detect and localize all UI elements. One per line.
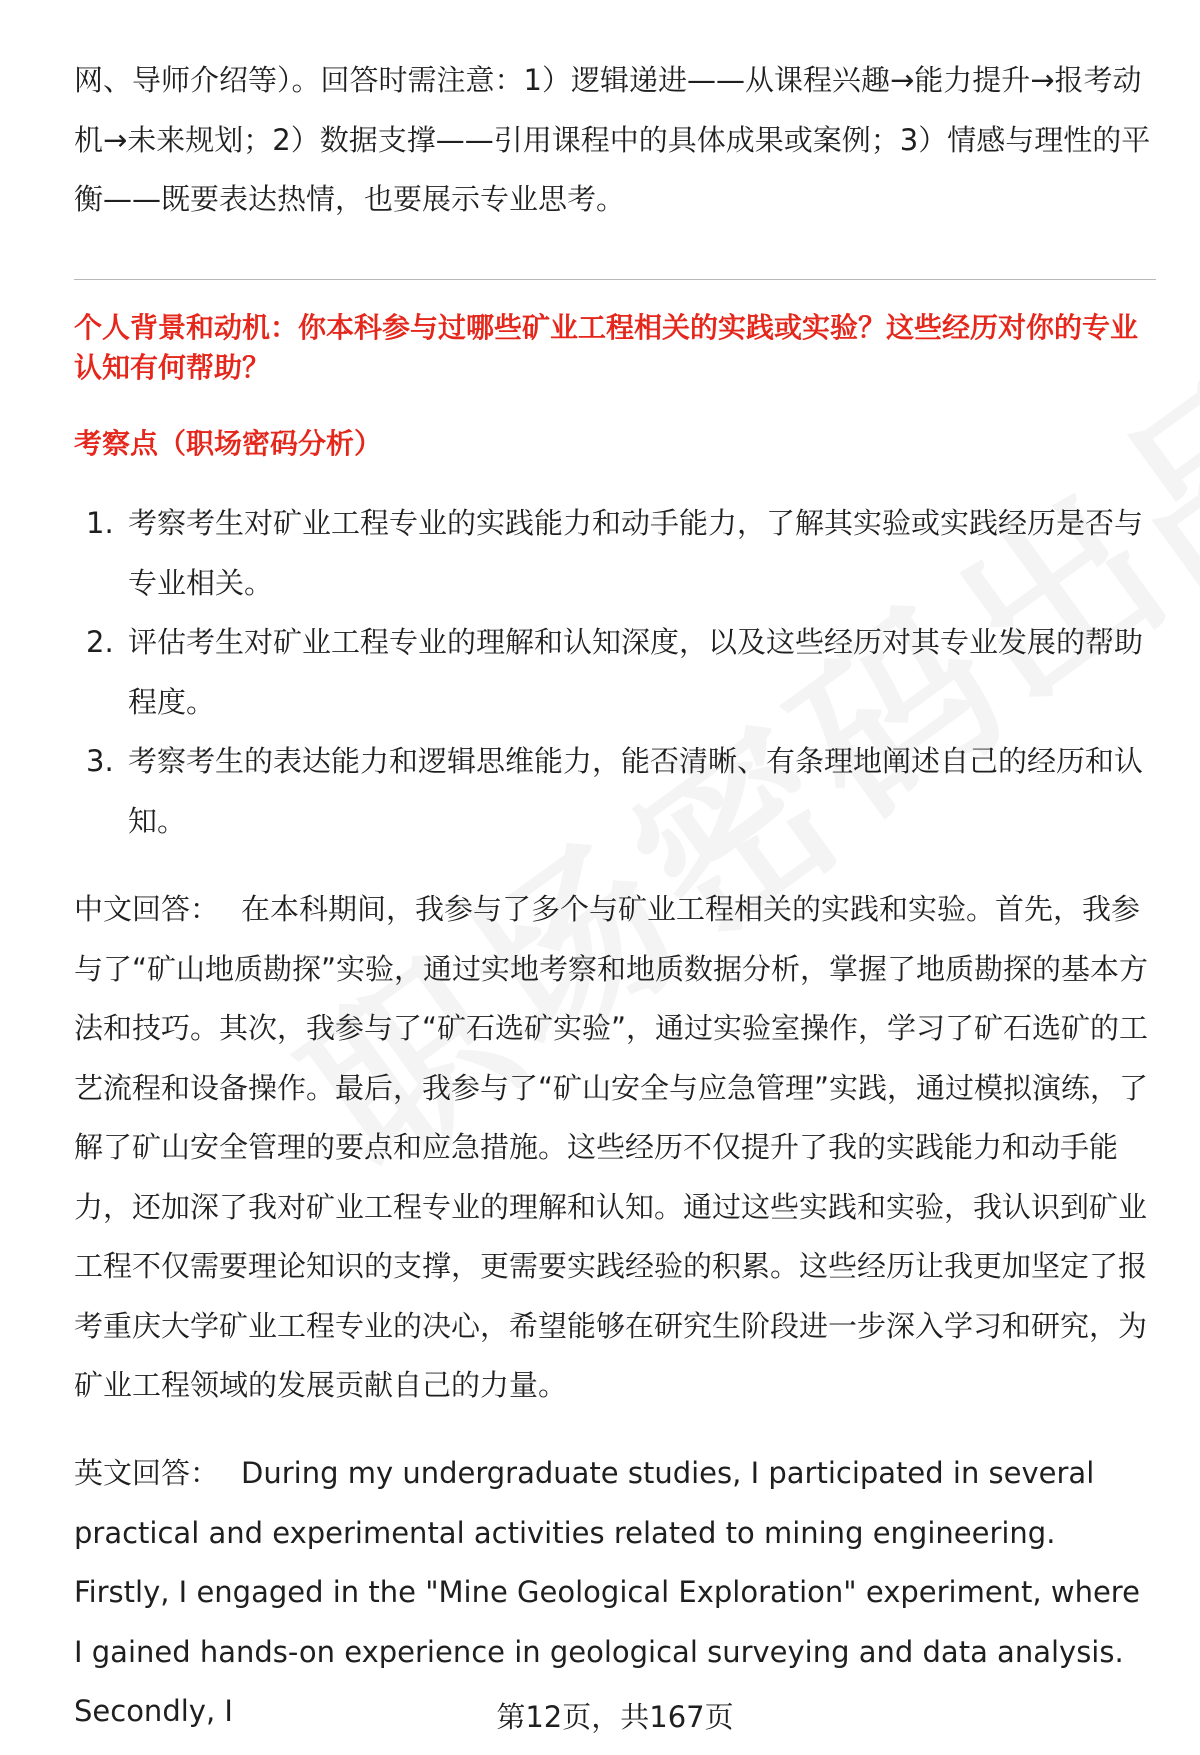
points-heading: 考察点（职场密码分析） [74,427,383,460]
chinese-answer-label: 中文回答： [74,892,220,926]
list-item-number: 3. [86,744,114,778]
english-answer-label: 英文回答： [74,1456,220,1490]
chinese-answer-paragraph [74,880,1156,1416]
page-number-footer: 第12页，共167页 [496,1700,734,1734]
list-item-text: 考察考生的表达能力和逻辑思维能力，能否清晰、有条理地阐述自己的经历和认知。 [128,744,1144,838]
list-item [74,613,1156,732]
list-item-text: 考察考生对矿业工程专业的实践能力和动手能力，了解其实验或实践经历是否与专业相关。 [128,506,1144,600]
document-page [74,0,1156,1755]
interview-question: 个人背景和动机：你本科参与过哪些矿业工程相关的实践或实验？这些经历对你的专业认知有何帮助？ [74,311,1139,384]
assessment-points-list [74,494,1156,851]
section-divider [74,279,1156,280]
intro-paragraph: 网、导师介绍等）。回答时需注意：1）逻辑递进——从课程兴趣→能力提升→报考动机→未来规划；2）数据支撑——引用课程中的具体成果或案例；3）情感与理性的平衡——既要表达热情，也要展示专业思考。 [74,63,1151,216]
english-answer-text: During my undergraduate studies, I participated in several practical and experimental activities related to mining engineering. Firstly, I engaged in the "Mine Geological Exploration" experiment, where I gained hands-on experience in geological surveying and data analysis. Secondly, I [74,1456,1140,1728]
list-item [74,494,1156,613]
list-item-text: 评估考生对矿业工程专业的理解和认知深度，以及这些经历对其专业发展的帮助程度。 [128,625,1144,719]
list-item-number: 2. [86,625,114,659]
list-item [74,732,1156,851]
chinese-answer-text: 在本科期间，我参与了多个与矿业工程相关的实践和实验。首先，我参与了“矿山地质勘探”实验，通过实地考察和地质数据分析，掌握了地质勘探的基本方法和技巧。其次，我参与了“矿石选矿实验”，通过实验室操作，学习了矿石选矿的工艺流程和设备操作。最后，我参与了“矿山安全与应急管理”实践，通过模拟演练，了解了矿山安全管理的要点和应急措施。这些经历不仅提升了我的实践能力和动手能力，还加深了我对矿业工程专业的理解和认知。通过这些实践和实验，我认识到矿业工程不仅需要理论知识的支撑，更需要实践经验的积累。这些经历让我更加坚定了报考重庆大学矿业工程专业的决心，希望能够在研究生阶段进一步深入学习和研究，为矿业工程领域的发展贡献自己的力量。 [74,892,1149,1402]
list-item-number: 1. [86,506,114,540]
